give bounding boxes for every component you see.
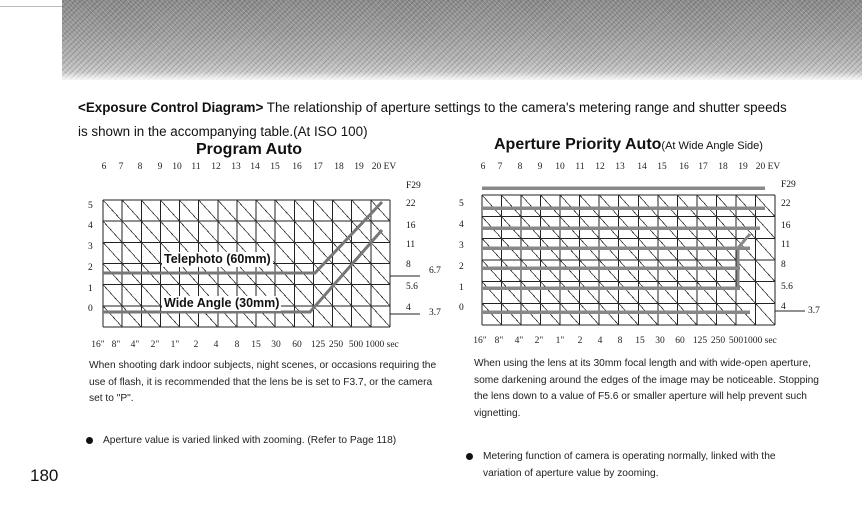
right-lv-label-5: 0	[459, 303, 464, 313]
left-lv-label-5: 0	[88, 304, 93, 314]
left-speed-label-5: 2	[193, 340, 199, 350]
left-ev-label-8: 14	[250, 162, 260, 172]
intro-title: <Exposure Control Diagram>	[78, 100, 264, 115]
right-speed-label-10: 60	[675, 336, 685, 346]
right-lv-label-1: 4	[459, 220, 464, 230]
left-ev-label-14: 20 EV	[371, 162, 397, 172]
left-lv-label-4: 1	[88, 284, 93, 294]
left-lv-label-3: 2	[88, 263, 93, 273]
page-corner-mark	[0, 0, 62, 7]
telephoto-label: Telephoto (60mm)	[164, 252, 271, 266]
bullet-dot-icon	[86, 437, 93, 444]
right-bullet-text: Metering function of camera is operating normally, linked with the variation of aperture value by zooming.	[483, 451, 776, 479]
left-ev-label-4: 10	[172, 162, 182, 172]
left-speed-label-12: 250	[328, 340, 344, 350]
left-f-label-1: 22	[406, 199, 416, 209]
right-ev-label-1: 7	[497, 162, 503, 172]
right-speed-label-1: 8"	[494, 336, 504, 346]
left-speed-label-3: 2"	[150, 340, 160, 350]
right-speed-label-0: 16"	[473, 336, 487, 346]
left-f-label-2: 16	[406, 221, 416, 231]
left-ev-label-1: 7	[118, 162, 124, 172]
right-f-label-3: 11	[781, 240, 791, 250]
aperture-priority-subtitle: (At Wide Angle Side)	[661, 140, 763, 152]
left-f-label-0: F29	[406, 181, 421, 191]
right-lv-label-2: 3	[459, 241, 464, 251]
grid-diagonal	[470, 195, 482, 325]
left-bullet	[86, 432, 416, 449]
grid-diagonal	[90, 200, 103, 327]
aperture-priority-heading	[494, 136, 763, 154]
left-speed-label-2: 4"	[130, 340, 140, 350]
right-f-label-4: 8	[781, 260, 786, 270]
right-f-label-5: 5.6	[781, 282, 793, 292]
page-number: 180	[30, 466, 59, 485]
left-speed-label-14: 1000 sec	[365, 340, 399, 350]
left-speed-label-9: 30	[271, 340, 281, 350]
right-lv-label-3: 2	[459, 262, 464, 272]
program-auto-heading: Program Auto	[196, 141, 303, 158]
left-ev-label-3: 9	[157, 162, 163, 172]
right-speed-label-11: 125	[692, 336, 708, 346]
right-speed-label-8: 15	[635, 336, 645, 346]
left-ev-label-13: 19	[354, 162, 364, 172]
right-ev-label-10: 16	[679, 162, 689, 172]
left-speed-label-8: 15	[251, 340, 261, 350]
right-ev-label-11: 17	[698, 162, 708, 172]
left-bullet-text: Aperture value is varied linked with zooming. (Refer to Page 118)	[103, 435, 397, 446]
right-speed-label-6: 4	[597, 336, 603, 346]
right-f-label-1: 22	[781, 199, 791, 209]
left-ev-label-5: 11	[191, 162, 201, 172]
left-ev-label-2: 8	[137, 162, 143, 172]
left-lv-label-0: 5	[88, 201, 93, 211]
header-banner	[62, 0, 862, 80]
left-ev-label-11: 17	[313, 162, 323, 172]
aperture-priority-title: Aperture Priority Auto	[494, 136, 662, 153]
left-speed-label-0: 16"	[91, 340, 105, 350]
right-ev-label-13: 19	[738, 162, 748, 172]
left-lv-label-2: 3	[88, 242, 93, 252]
left-speed-label-11: 125	[310, 340, 326, 350]
right-bullet	[466, 448, 786, 482]
aperture-band-step-diagonal	[738, 234, 750, 248]
left-ev-label-6: 12	[211, 162, 221, 172]
left-speed-label-4: 1"	[170, 340, 180, 350]
intro-text: The relationship of aperture settings to the camera's metering range and shutter speeds is shown in the accompanying table.(At ISO 100)	[78, 100, 787, 139]
right-speed-label-13: 500	[728, 336, 744, 346]
left-f-label-5: 5.6	[406, 282, 418, 292]
left-speed-label-10: 60	[292, 340, 302, 350]
left-ev-label-10: 16	[292, 162, 302, 172]
right-f-label-6: 4	[781, 302, 786, 312]
right-ev-label-8: 14	[637, 162, 647, 172]
right-ev-label-4: 10	[555, 162, 565, 172]
right-speed-label-12: 250	[710, 336, 726, 346]
aperture-priority-note: When using the lens at its 30mm focal length and with wide-open aperture, some darkening around the edges of the image may be noticeable. Stopping the lens down to a value of F5.6 or smaller aperture will help prevent such vignetting.	[474, 358, 819, 419]
left-ev-label-12: 18	[334, 162, 344, 172]
right-f-label-0: F29	[781, 180, 796, 190]
right-ev-label-7: 13	[615, 162, 625, 172]
right-speed-label-3: 2"	[534, 336, 544, 346]
left-speed-label-7: 8	[234, 340, 240, 350]
right-speed-label-9: 30	[655, 336, 665, 346]
right-speed-label-4: 1"	[555, 336, 565, 346]
right-ev-label-12: 18	[718, 162, 728, 172]
right-lv-label-4: 1	[459, 283, 464, 293]
right-ev-label-6: 12	[595, 162, 605, 172]
left-f-label-3: 11	[406, 240, 416, 250]
right-speed-label-2: 4"	[514, 336, 524, 346]
program-auto-note: When shooting dark indoor subjects, night scenes, or occasions requiring the use of flash, it is recommended that the lens be is set to F3.7, or the camera set to "P".	[89, 360, 437, 404]
bullet-dot-icon	[466, 453, 473, 460]
right-speed-label-7: 8	[617, 336, 623, 346]
left-side-label-0: 6.7	[429, 266, 441, 276]
left-lv-label-1: 4	[88, 221, 93, 231]
left-ev-label-7: 13	[231, 162, 241, 172]
wide-angle-label: Wide Angle (30mm)	[164, 296, 280, 310]
left-ev-label-0: 6	[101, 162, 107, 172]
right-ev-label-2: 8	[517, 162, 523, 172]
left-speed-label-6: 4	[213, 340, 219, 350]
left-ev-label-9: 15	[270, 162, 280, 172]
header-banner-fade	[62, 72, 862, 82]
right-lv-label-0: 5	[459, 199, 464, 209]
left-speed-label-1: 8"	[111, 340, 121, 350]
right-speed-label-5: 2	[577, 336, 583, 346]
left-side-label-1: 3.7	[429, 308, 441, 318]
right-ev-label-0: 6	[480, 162, 486, 172]
left-f-label-4: 8	[406, 260, 411, 270]
right-ev-label-5: 11	[575, 162, 585, 172]
right-side-label-0: 3.7	[808, 306, 820, 316]
right-speed-label-14: 1000 sec	[743, 336, 777, 346]
right-f-label-2: 16	[781, 221, 791, 231]
left-speed-label-13: 500	[348, 340, 364, 350]
right-ev-label-3: 9	[537, 162, 543, 172]
right-ev-label-9: 15	[657, 162, 667, 172]
aperture-priority-diagram	[470, 180, 810, 340]
right-ev-label-14: 20 EV	[755, 162, 781, 172]
left-f-label-6: 4	[406, 303, 411, 313]
